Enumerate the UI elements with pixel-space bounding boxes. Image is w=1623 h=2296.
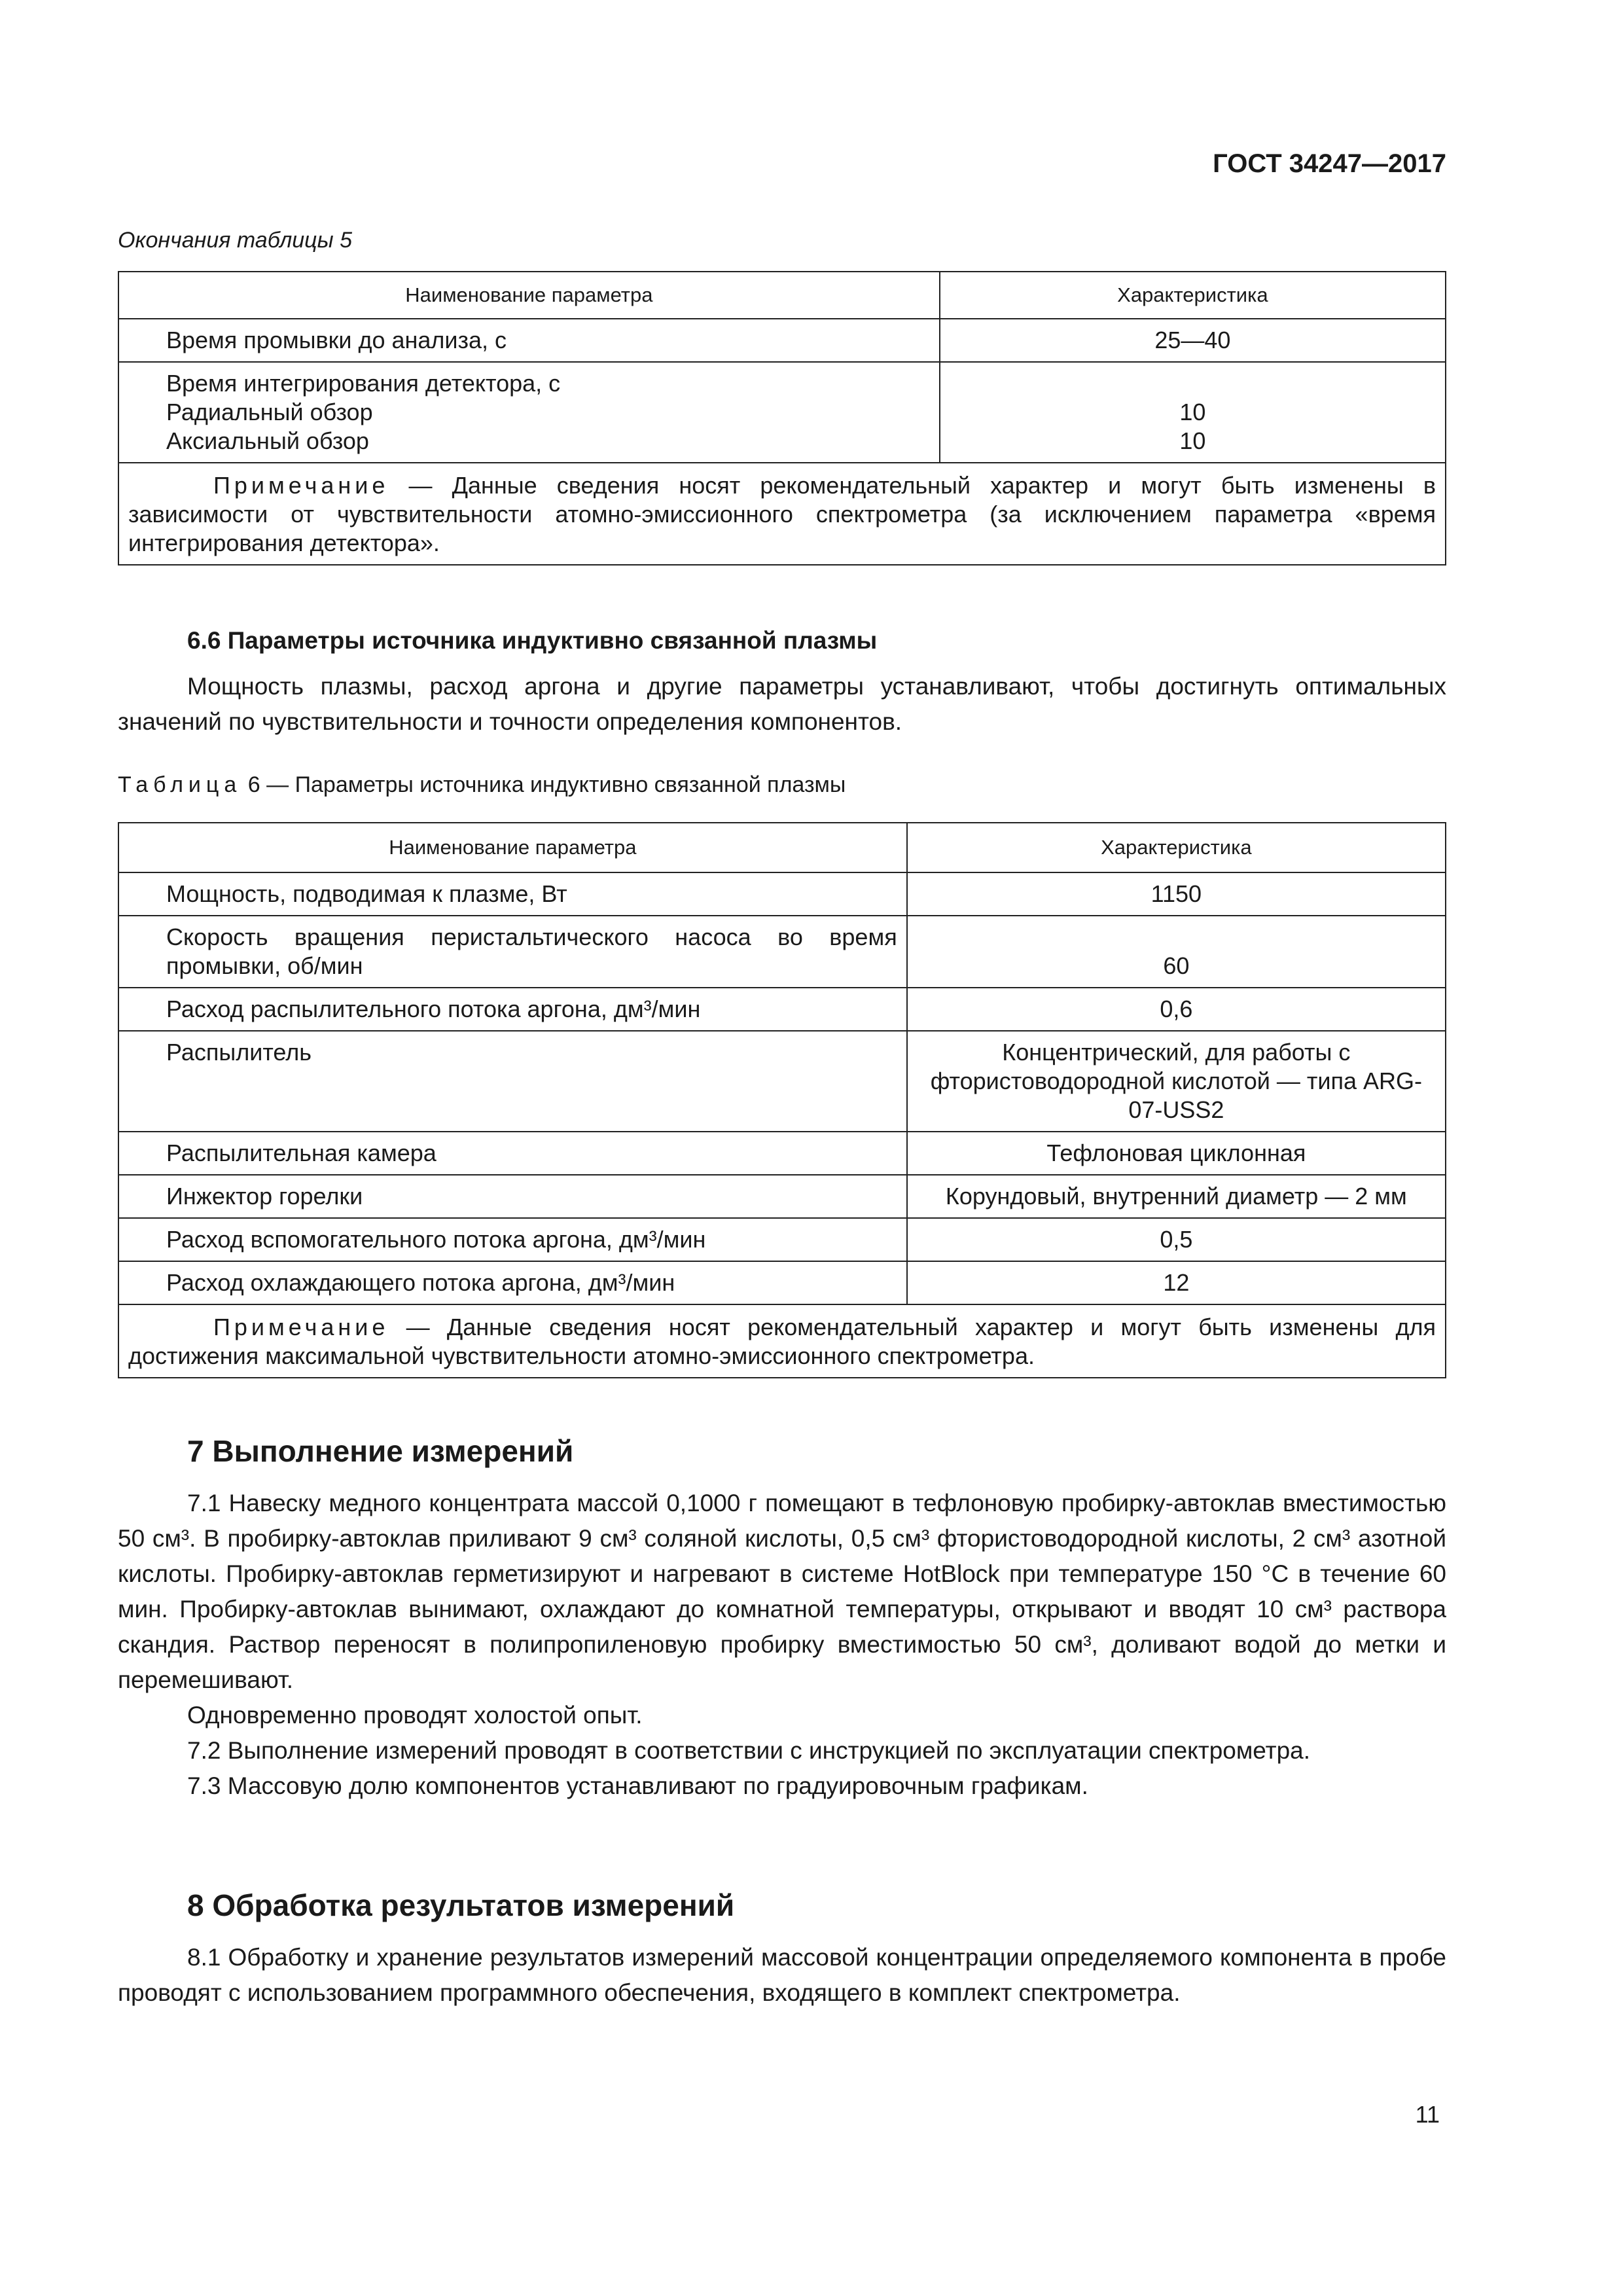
table5-row-value-text: 25—40 [1154, 327, 1231, 353]
table6-row-value: 0,6 [907, 988, 1446, 1031]
table6-header-name: Наименование параметра [118, 823, 907, 872]
table6-row-value: 0,5 [907, 1218, 1446, 1261]
table6-note [118, 1304, 1446, 1378]
table6-row-value: Концентрический, для работы с фтористоводородной кислотой — типа ARG-07-USS2 [907, 1031, 1446, 1132]
paragraph-7-3: 7.3 Массовую долю компонентов устанавливают по градуировочным графикам. [187, 1772, 1088, 1799]
table6-row-value: 1150 [907, 872, 1446, 916]
table5-continuation [118, 271, 1446, 565]
table6-caption [118, 772, 846, 798]
page-number: 11 [1415, 2101, 1440, 2128]
table6-row-value: Тефлоновая циклонная [907, 1132, 1446, 1175]
section-7-heading: 7 Выполнение измерений [187, 1434, 574, 1468]
table6-row-value: 60 [907, 916, 1446, 988]
table6 [118, 822, 1446, 1378]
table5-row-value [940, 319, 1446, 362]
section-8-heading: 8 Обработка результатов измерений [187, 1888, 735, 1922]
section-7-body [118, 1486, 1446, 1804]
table6-row-name: Распылительная камера [118, 1132, 907, 1175]
table5-row-name-text: Время интегрирования детектора, с [166, 370, 561, 397]
table6-caption-text: 6 — Параметры источника индуктивно связанной плазмы [247, 772, 846, 797]
table5-row-name [118, 362, 940, 463]
section-8-body [118, 1940, 1446, 2011]
table6-row-name: Расход вспомогательного потока аргона, дм³/мин [118, 1218, 907, 1261]
paragraph-7-1: 7.1 Навеску медного концентрата массой 0,1000 г помещают в тефлоновую пробирку-автоклав вместимостью 50 см³. В пробирку-автоклав приливают 9 см³ соляной кислоты, 0,5 см³ фтористоводородной кислоты, 2 см³ азотной кислоты. Пробирку-автоклав герметизируют и нагревают в системе HotBlock при температуре 150 °C в течение 60 мин. Пробирку-автоклав вынимают, охлаждают до комнатной температуры, открывают и вводят 10 см³ раствора скандия. Раствор переносят в полипропиленовую пробирку вместимостью 50 см³, доливают водой до метки и перемешивают. [118, 1490, 1446, 1693]
paragraph-7-1-blank: Одновременно проводят холостой опыт. [187, 1702, 643, 1729]
table5-row-name-sub: Радиальный обзор [166, 399, 373, 425]
table5-header-name: Наименование параметра [118, 272, 940, 319]
table6-row-name: Расход охлаждающего потока аргона, дм³/мин [118, 1261, 907, 1304]
note-text: — Данные сведения носят рекомендательный характер и могут быть изменены в зависимости от чувствительности атомно-эмиссионного спектрометра (за исключением параметра «время интегрирования детектора». [128, 472, 1436, 556]
note-text: — Данные сведения носят рекомендательный характер и могут быть изменены для достижения максимальной чувствительности атомно-эмиссионного спектрометра. [128, 1314, 1436, 1369]
table6-row-name: Инжектор горелки [118, 1175, 907, 1218]
table6-row-value: 12 [907, 1261, 1446, 1304]
table5-row-value [940, 362, 1446, 463]
table5-row-name-text: Время промывки до анализа, с [166, 327, 507, 353]
note-label: Примечание [213, 472, 389, 499]
section-6-6-heading: 6.6 Параметры источника индуктивно связанной плазмы [187, 627, 878, 654]
paragraph-7-2: 7.2 Выполнение измерений проводят в соответствии с инструкцией по эксплуатации спектрометра. [187, 1737, 1311, 1764]
table6-row-name: Мощность, подводимая к плазме, Вт [118, 872, 907, 916]
table5-row-name [118, 319, 940, 362]
paragraph: Мощность плазмы, расход аргона и другие параметры устанавливают, чтобы достигнуть оптимальных значений по чувствительности и точности определения компонентов. [118, 673, 1446, 735]
note-label: Примечание [213, 1314, 389, 1340]
table6-row-name: Расход распылительного потока аргона, дм³/мин [118, 988, 907, 1031]
table6-row-value: Корундовый, внутренний диаметр — 2 мм [907, 1175, 1446, 1218]
table6-row-name: Скорость вращения перистальтического насоса во время промывки, об/мин [118, 916, 907, 988]
table5-row-value-text: 10 [1179, 427, 1206, 454]
table5-header-value: Характеристика [940, 272, 1446, 319]
paragraph-8-1: 8.1 Обработку и хранение результатов измерений массовой концентрации определяемого компонента в пробе проводят с использованием программного обеспечения, входящего в комплект спектрометра. [118, 1944, 1446, 2006]
document-id: ГОСТ 34247—2017 [1213, 149, 1446, 178]
table6-header-value: Характеристика [907, 823, 1446, 872]
section-6-6-text [118, 669, 1446, 740]
table6-caption-label: Таблица [118, 772, 242, 797]
table5-note [118, 463, 1446, 565]
table5-row-value-text: 10 [1179, 399, 1206, 425]
table5-row-name-sub: Аксиальный обзор [166, 427, 369, 454]
table5-continuation-caption: Окончания таблицы 5 [118, 228, 352, 253]
table6-row-name: Распылитель [118, 1031, 907, 1132]
